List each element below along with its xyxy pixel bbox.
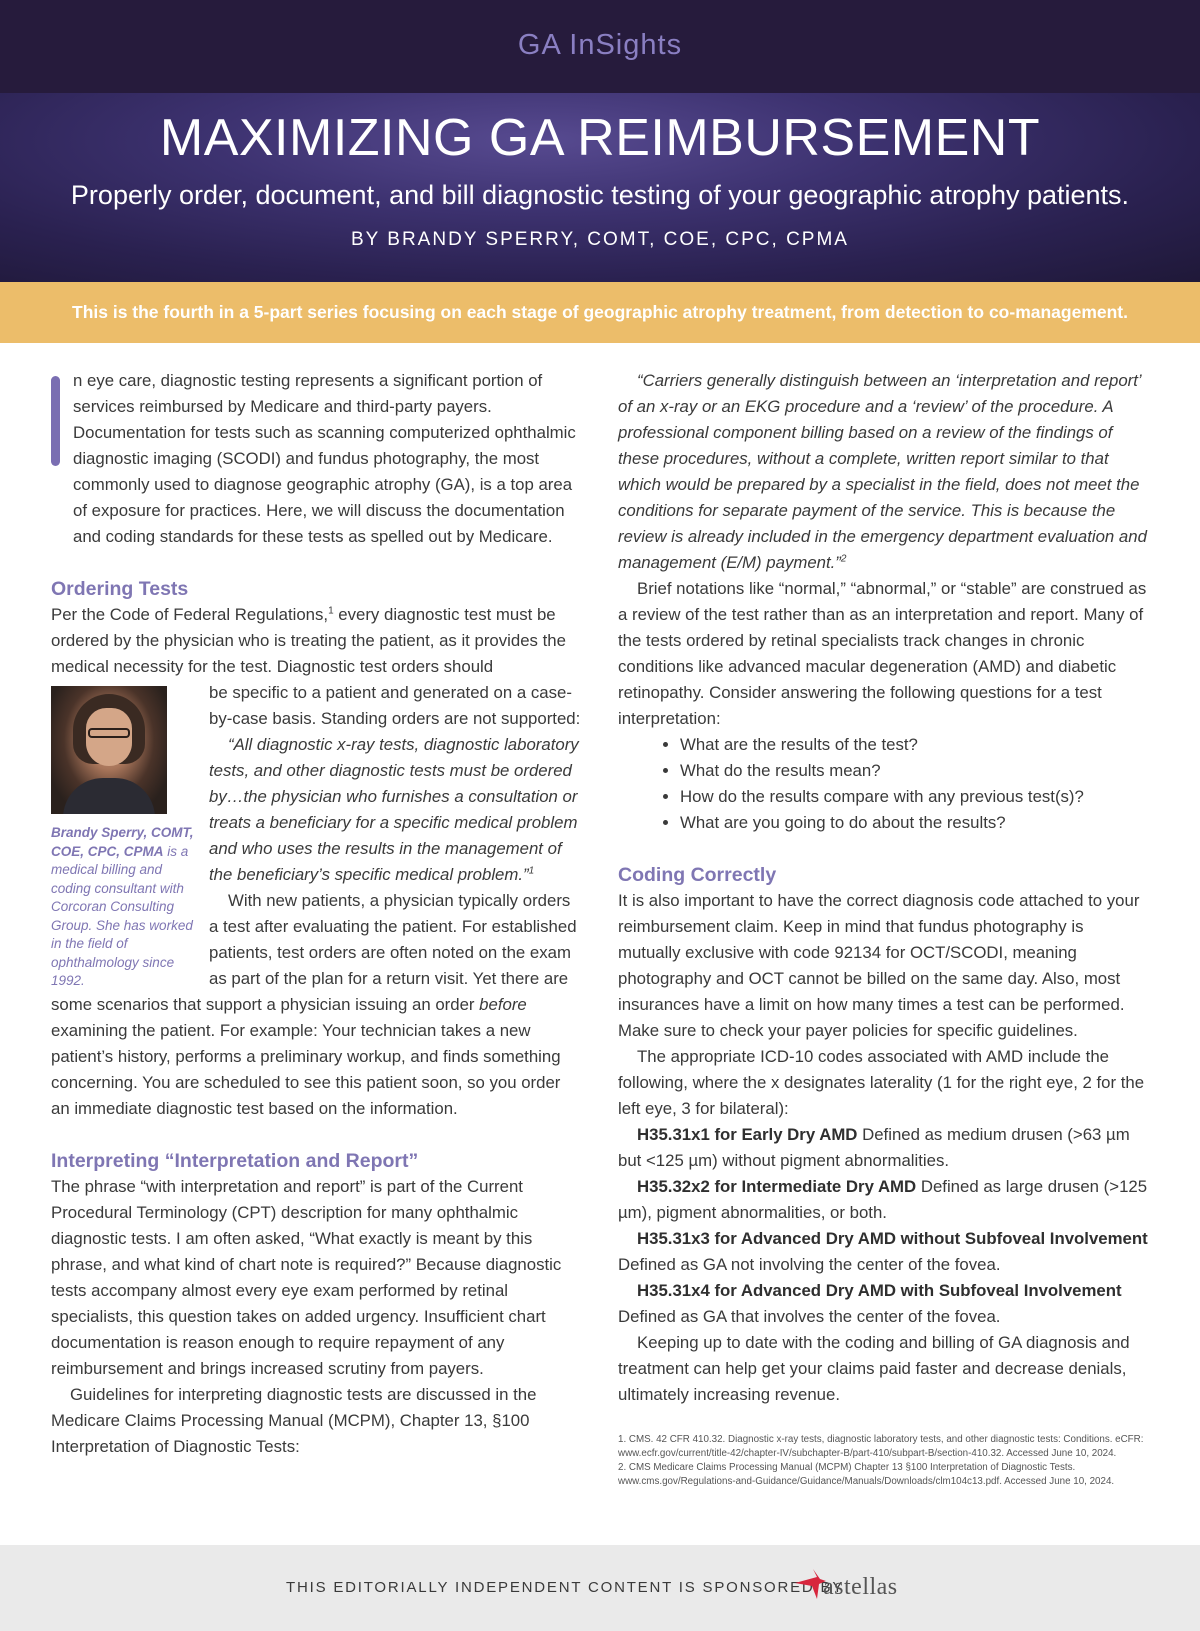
coding-paragraph-1: It is also important to have the correct diagnosis code attached to your reimbursement claim. Keep in mind that fundus photography is mutually exclusive with code 92134 for OCT/SCODI, meaning photography and OCT cannot be billed on the same day. Also, most insurances have a limit on how many times a test can be performed. Make sure to check your payer policies for specific guidelines. bbox=[618, 891, 1140, 1040]
footnote-ref: 1 bbox=[528, 865, 535, 877]
author-caption bbox=[51, 824, 199, 991]
list-item: • How do the results compare with any previous test(s)? bbox=[680, 784, 1150, 810]
series-bar bbox=[0, 0, 1200, 93]
coding-paragraph-2: The appropriate ICD-10 codes associated with AMD include the following, where the x designates laterality (1 for the right eye, 2 for the left eye, 3 for bilateral): bbox=[618, 1047, 1145, 1118]
cfr-quote: “All diagnostic x-ray tests, diagnostic laboratory tests, and other diagnostic tests must be ordered by…the physician who furnishes a consultation or treats a beneficiary for a specific medical problem and who uses the results in the management of the beneficiary’s specific medical problem.”$^1$ bbox=[209, 735, 579, 884]
heading-interpreting: Interpreting “Interpretation and Report” bbox=[51, 1150, 419, 1172]
ordering-paragraph-1-cont: be specific to a patient and generated on a case-by-case basis. Standing orders are not supported: bbox=[209, 683, 581, 728]
notations-paragraph: Brief notations like “normal,” “abnormal,” or “stable” are construed as a review of the test rather than as an interpretation and report. Many of the tests ordered by retinal specialists track changes in chronic conditions like advanced macular degeneration (AMD) and diabetic retinopathy. Consider answering the following questions for a test interpretation: bbox=[618, 579, 1147, 728]
article-title: MAXIMIZING GA REIMBURSEMENT bbox=[159, 109, 1041, 167]
list-item: • What are the results of the test? bbox=[680, 732, 1150, 758]
intro-text: n eye care, diagnostic testing represents a significant portion of services reimbursed by Medicare and third-party payers. Documentation for tests such as scanning computerized ophthalmic diagnostic imaging (SCODI) and fundus photography, the most commonly used to diagnose geographic atrophy (GA), is a top area of exposure for practices. Here, we will discuss the documentation and coding standards for these tests as spelled out by Medicare. bbox=[73, 371, 576, 546]
ordering-paragraph-2: With new patients, a physician typically orders a test after evaluating the patient. For established patients, test orders are often noted on the exam as part of the plan for a return visit. Yet there are some scenarios that support a physician issuing an order before examining the patient. For example: Your technician takes a new patient’s history, performs a preliminary workup, and finds something concerning. You are scheduled to see this patient soon, so you order an immediate diagnostic test based on the information. bbox=[51, 891, 577, 1118]
heading-ordering-tests: Ordering Tests bbox=[51, 578, 189, 600]
footnote: 1. CMS. 42 CFR 410.32. Diagnostic x-ray tests, diagnostic laboratory tests, and other diagnostic tests: Conditions. eCFR: www.ecfr.gov/current/title-42/chapter-IV/subchapter-B/part-410/subpart-B/section-410.32. Accessed June 10, 2024. bbox=[618, 1434, 1144, 1459]
code-item: H35.31x4 for Advanced Dry AMD with Subfoveal Involvement Defined as GA that involves the center of the fovea. bbox=[618, 1281, 1122, 1326]
interpreting-paragraph-2: Guidelines for interpreting diagnostic tests are discussed in the Medicare Claims Processing Manual (MCPM), Chapter 13, §100 Interpretation of Diagnostic Tests: bbox=[51, 1385, 537, 1456]
byline: BY BRANDY SPERRY, COMT, COE, CPC, CPMA bbox=[351, 229, 849, 250]
sponsor-footer bbox=[0, 1545, 1200, 1631]
sponsor-text: THIS EDITORIALLY INDEPENDENT CONTENT IS SPONSORED BY bbox=[286, 1579, 845, 1596]
right-column bbox=[618, 368, 1150, 1489]
hero-header bbox=[0, 93, 1200, 282]
author-name: Brandy Sperry, COMT, COE, CPC, CPMA bbox=[51, 825, 194, 859]
interpretation-questions bbox=[618, 732, 1150, 836]
intro-paragraph bbox=[51, 368, 581, 550]
left-column bbox=[51, 368, 581, 1460]
list-item: • What do the results mean? bbox=[680, 758, 1150, 784]
code-item: H35.32x2 for Intermediate Dry AMD Defined as large drusen (>125 µm), pigment abnormalities, or both. bbox=[618, 1177, 1148, 1222]
star-icon bbox=[793, 1567, 827, 1601]
mcpm-quote: “Carriers generally distinguish between an ‘interpretation and report’ of an x-ray or an EKG procedure and a ‘review’ of the procedure. A professional component billing based on a review of the findings of these procedures, without a complete, written report similar to that which would be prepared by a specialist in the field, does not meet the conditions for separate payment of the service. This is because the review is already included in the emergency department evaluation and management (E/M) payment.”$^2$ bbox=[618, 371, 1147, 572]
series-banner: This is the fourth in a 5-part series focusing on each stage of geographic atrophy treatment, from detection to co-management. bbox=[0, 282, 1200, 343]
article-subtitle: Properly order, document, and bill diagnostic testing of your geographic atrophy patients. bbox=[70, 180, 1130, 210]
series-name: GA InSights bbox=[517, 29, 683, 61]
footnotes bbox=[618, 1433, 1150, 1489]
author-sidebar bbox=[51, 686, 199, 991]
code-item: H35.31x1 for Early Dry AMD Defined as medium drusen (>63 µm but <125 µm) without pigment abnormalities. bbox=[618, 1125, 1130, 1170]
closing-paragraph: Keeping up to date with the coding and billing of GA diagnosis and treatment can help get your claims paid faster and decrease denials, ultimately increasing revenue. bbox=[618, 1333, 1130, 1404]
author-photo bbox=[51, 686, 167, 814]
drop-cap-i bbox=[51, 376, 60, 466]
footnote-ref: 1 bbox=[328, 605, 334, 617]
heading-coding-correctly: Coding Correctly bbox=[618, 864, 777, 886]
interpreting-paragraph-1: The phrase “with interpretation and report” is part of the Current Procedural Terminology (CPT) description for many ophthalmic diagnostic tests. I am often asked, “What exactly is meant by this phrase, and what kind of chart note is required?” Because diagnostic tests accompany almost every eye exam performed by retinal specialists, this question takes on added urgency. Insufficient chart documentation is reason enough to require repayment of any reimbursement and brings increased scrutiny from payers. bbox=[51, 1177, 562, 1378]
footnote: 2. CMS Medicare Claims Processing Manual (MCPM) Chapter 13 §100 Interpretation of Diagnostic Tests. www.cms.gov/Regulations-and-Guidance/Guidance/Manuals/Downloads/clm104c13.pdf. Accessed June 10, 2024. bbox=[618, 1462, 1115, 1487]
list-item: • What are you going to do about the results? bbox=[680, 810, 1150, 836]
astellas-logo bbox=[793, 1567, 913, 1607]
code-item: H35.31x3 for Advanced Dry AMD without Subfoveal Involvement Defined as GA not involving the center of the fovea. bbox=[618, 1229, 1148, 1274]
logo-wordmark: astellas bbox=[823, 1574, 898, 1600]
author-bio: is a medical billing and coding consultant with Corcoran Consulting Group. She has worked in the field of ophthalmology since 1992. bbox=[51, 843, 193, 988]
ordering-paragraph-1: Per the Code of Federal Regulations,$^1$ every diagnostic test must be ordered by the physician who is treating the patient, as it provides the medical necessity for the test. Diagnostic test orders should bbox=[51, 605, 566, 676]
footnote-ref: 2 bbox=[840, 553, 847, 565]
